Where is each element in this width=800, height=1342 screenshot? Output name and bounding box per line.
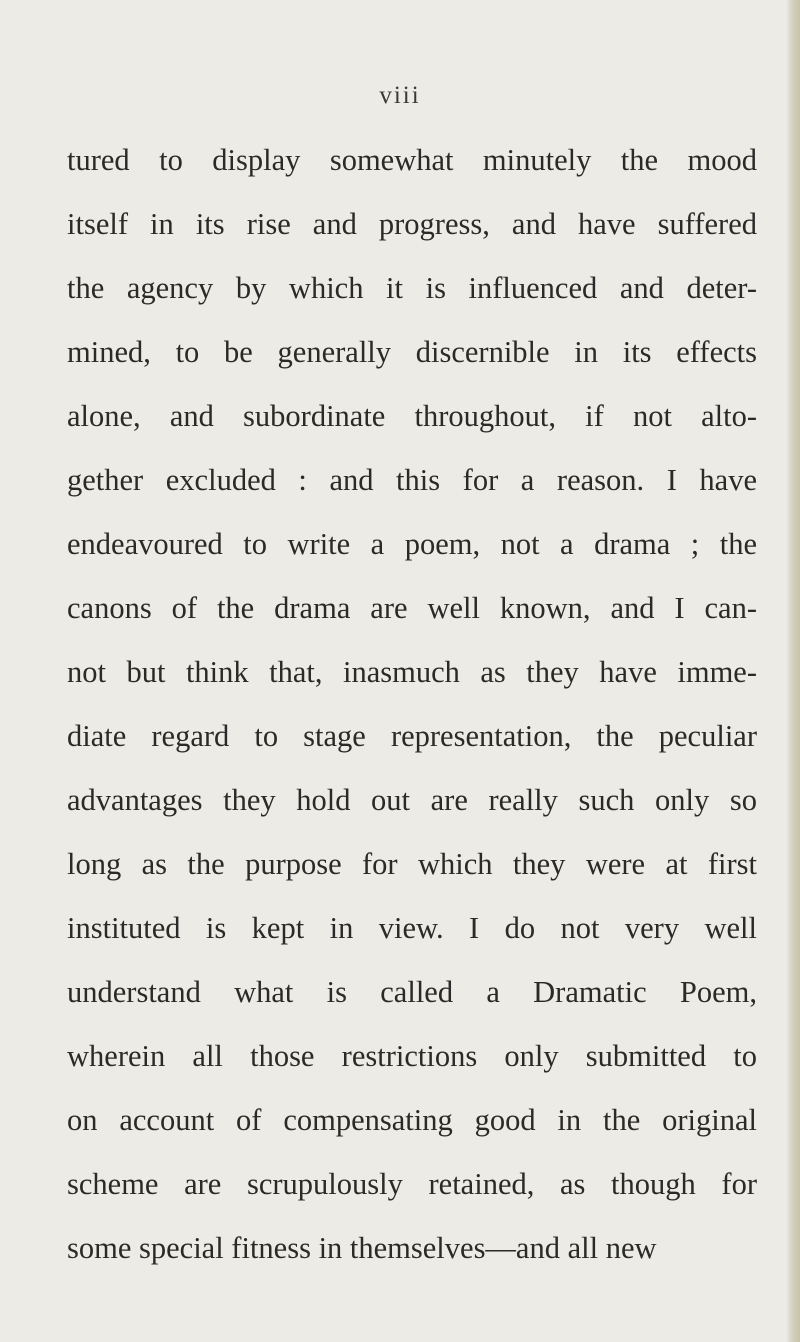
- text-line: the agency by which it is influenced and deter-: [67, 271, 757, 305]
- text-line: alone, and subordinate throughout, if not alto-: [67, 399, 757, 433]
- text-line: understand what is called a Dramatic Poem,: [67, 975, 757, 1009]
- text-line: mined, to be generally discernible in its effects: [67, 335, 757, 369]
- text-line: gether excluded : and this for a reason. I have: [67, 463, 757, 497]
- page-edge-shadow: [786, 0, 800, 1342]
- text-line: canons of the drama are well known, and I can-: [67, 591, 757, 625]
- text-line: on account of compensating good in the original: [67, 1103, 757, 1137]
- page-number: viii: [379, 82, 421, 109]
- text-line: instituted is kept in view. I do not very well: [67, 911, 757, 945]
- text-line: not but think that, inasmuch as they have imme-: [67, 655, 757, 689]
- text-line: advantages they hold out are really such only so: [67, 783, 757, 817]
- text-line: long as the purpose for which they were at first: [67, 847, 757, 881]
- text-line: scheme are scrupulously retained, as though for: [67, 1167, 757, 1201]
- text-line: itself in its rise and progress, and have suffered: [67, 207, 757, 241]
- text-line: some special fitness in themselves—and all new: [67, 1231, 657, 1265]
- body-text: [67, 138, 757, 1290]
- text-line: diate regard to stage representation, the peculiar: [67, 719, 757, 753]
- text-line: endeavoured to write a poem, not a drama ; the: [67, 527, 757, 561]
- text-line: wherein all those restrictions only submitted to: [67, 1039, 757, 1073]
- text-line: tured to display somewhat minutely the mood: [67, 143, 757, 177]
